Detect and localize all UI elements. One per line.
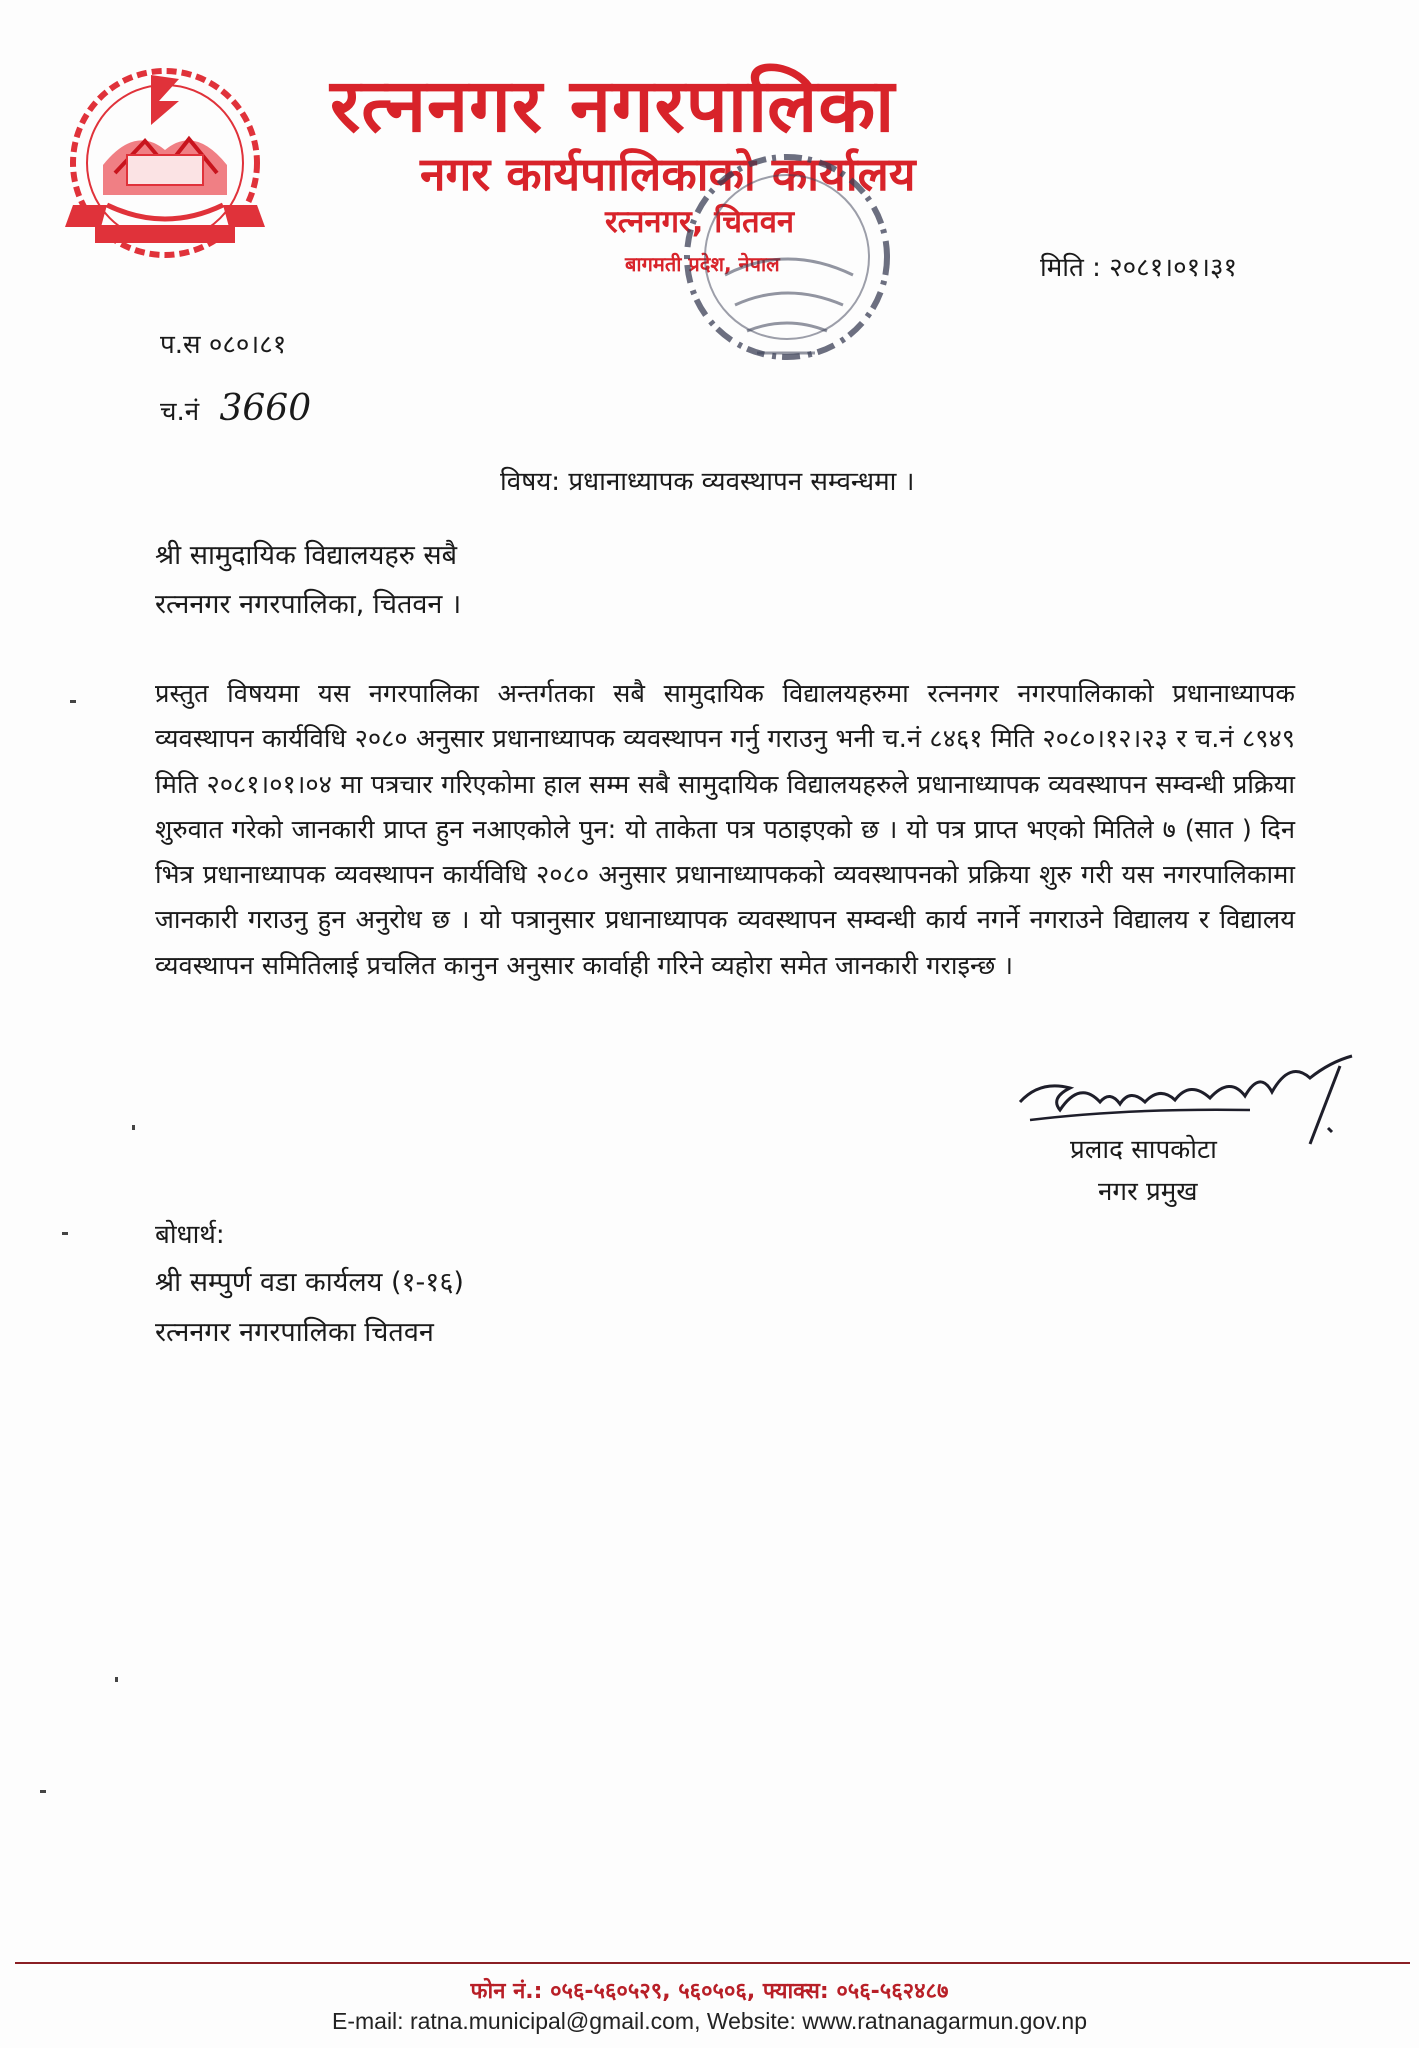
- office-province: बागमती प्रदेश, नेपाल: [625, 252, 780, 276]
- cc-label: बोधार्थ:: [155, 1220, 225, 1250]
- dispatch-number: [160, 388, 311, 429]
- signatory-name: प्रलाद सापकोटा: [1070, 1135, 1217, 1165]
- subject-text: प्रधानाध्यापक व्यवस्थापन सम्वन्धमा ।: [568, 467, 915, 497]
- office-name: नगर कार्यपालिकाको कार्यालय: [420, 147, 916, 201]
- municipality-name: रत्ननगर नगरपालिका: [330, 63, 896, 149]
- ps-value: ०८०।८१: [208, 330, 287, 360]
- ps-label: प.स: [160, 330, 201, 360]
- subject-line: [500, 462, 915, 498]
- footer-divider: [15, 1962, 1410, 1964]
- nepal-emblem-logo: [55, 55, 275, 265]
- letter-date: [1040, 248, 1237, 284]
- office-location: रत्ननगर, चितवन: [605, 204, 795, 240]
- date-label: मिति :: [1040, 253, 1101, 283]
- footer-contact-web: E-mail: ratna.municipal@gmail.com, Website: www.ratnanagarmun.gov.np: [332, 2008, 1087, 2034]
- scan-mark: [62, 1232, 68, 1235]
- cc-line-1: श्री सम्पुर्ण वडा कार्यलय (१-१६): [155, 1267, 464, 1298]
- signatory-title: नगर प्रमुख: [1098, 1177, 1198, 1207]
- letter-body: प्रस्तुत विषयमा यस नगरपालिका अन्तर्गतका सबै सामुदायिक विद्यालयहरुमा रत्ननगर नगरपालिकाको प्रधानाध्यापक व्यवस्थापन कार्यविधि २०८० अनुसार प्रधानाध्यापक व्यवस्थापन गर्नु गराउनु भनी च.नं ८४६१ मिति २०८०।१२।२३ र च.नं ८९४९ मिति २०८१।०१।०४ मा पत्रचार गरिएकोमा हाल सम्म सबै सामुदायिक विद्यालयहरुले प्रधानाध्यापक व्यवस्थापन सम्वन्धी प्रक्रिया शुरुवात गरेको जानकारी प्राप्त हुन नआएकोले पुन: यो ताकेता पत्र पठाइएको छ । यो पत्र प्राप्त भएको मितिले ७ (सात ) दिन भित्र प्रधानाध्यापक व्यवस्थापन कार्यविधि २०८० अनुसार प्रधानाध्यापकको व्यवस्थापनको प्रक्रिया शुरु गरी यस नगरपालिकामा जानकारी गराउनु हुन अनुरोध छ । यो पत्रानुसार प्रधानाध्यापक व्यवस्थापन सम्वन्धी कार्य नगर्ने नगराउने विद्यालय र विद्यालय व्यवस्थापन समितिलाई प्रचलित कानुन अनुसार कार्वाही गरिने व्यहोरा समेत जानकारी गराइन्छ ।: [155, 679, 1295, 981]
- scan-mark: [115, 1677, 118, 1682]
- cn-label: च.नं: [160, 397, 200, 427]
- subject-label: विषय:: [500, 467, 561, 497]
- cn-handwritten-value: 3660: [219, 388, 312, 429]
- scan-mark: [40, 1790, 46, 1793]
- office-stamp: [665, 125, 910, 390]
- scan-mark: [132, 1125, 135, 1130]
- date-value: २०८१।०१।३१: [1109, 253, 1238, 283]
- cc-line-2: रत्ननगर नगरपालिका चितवन: [155, 1317, 434, 1348]
- addressee-line-2: रत्ननगर नगरपालिका, चितवन ।: [155, 589, 462, 620]
- scan-mark: [70, 700, 76, 703]
- addressee-line-1: श्री सामुदायिक विद्यालयहरु सबै: [155, 540, 458, 571]
- fiscal-year-reference: [160, 325, 286, 361]
- footer-contact-phone: फोन नं.: ०५६-५६०५२९, ५६०५०६, फ्याक्स: ०५६-५६२४८७: [470, 1979, 949, 2004]
